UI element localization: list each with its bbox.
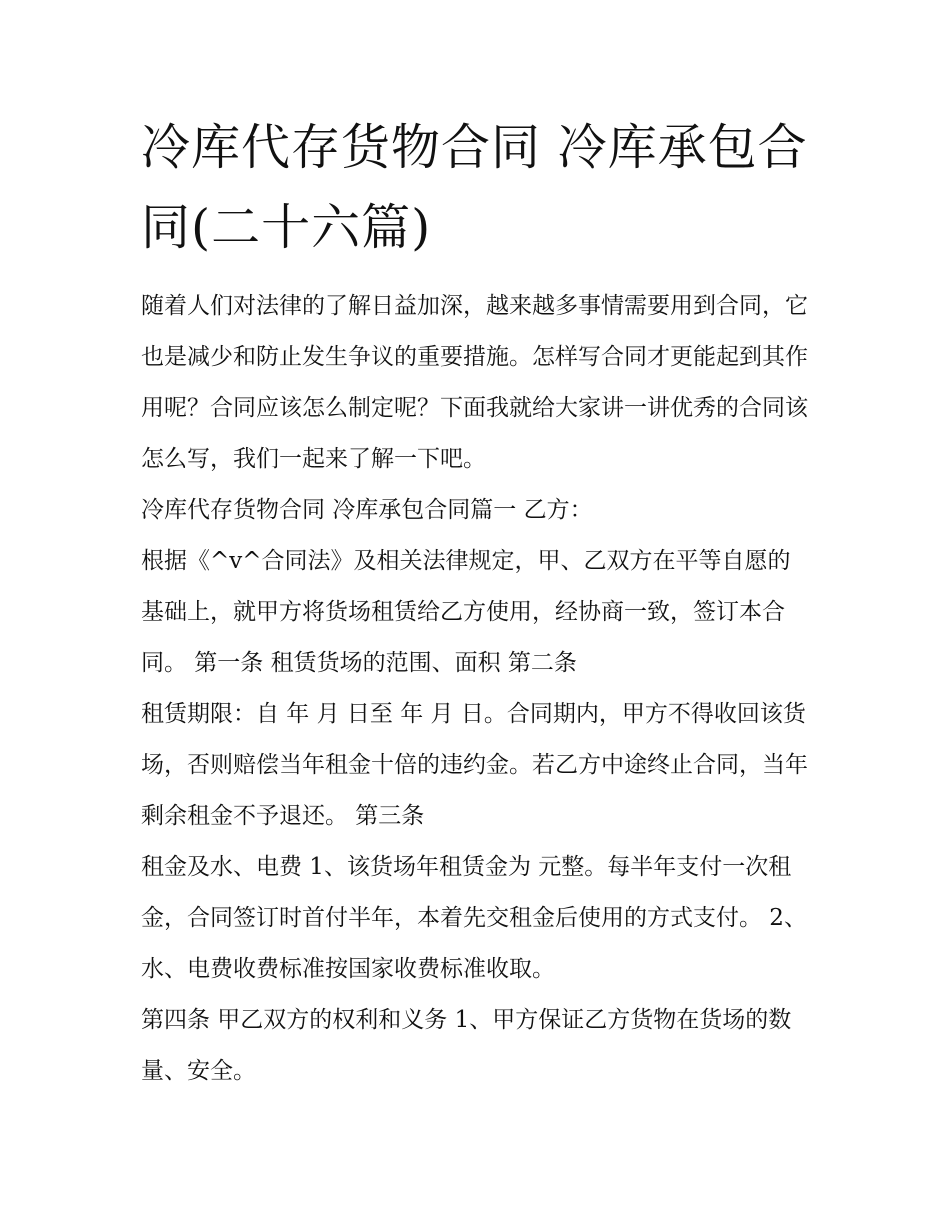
- document-title: 冷库代存货物合同 冷库承包合同(二十六篇): [141, 119, 808, 256]
- intro-paragraph: 随着人们对法律的了解日益加深，越来越多事情需要用到合同，它也是减少和防止发生争议的重要措施。怎样写合同才更能起到其作用呢？合同应该怎么制定呢？下面我就给大家讲一讲优秀的合同该怎么写，我们一起来了解一下吧。: [141, 293, 808, 472]
- contract-preamble-paragraph: 根据《^v^合同法》及相关法律规定，甲、乙双方在平等自愿的基础上，就甲方将货场租赁给乙方使用，经协商一致，签订本合同。 第一条 租赁货场的范围、面积 第二条: [141, 548, 791, 676]
- section-heading-paragraph: 冷库代存货物合同 冷库承包合同篇一 乙方：: [141, 497, 593, 523]
- document-body: [141, 108, 813, 1097]
- rights-obligations-paragraph: 第四条 甲乙双方的权利和义务 1、甲方保证乙方货物在货场的数量、安全。: [141, 1007, 792, 1084]
- rent-fees-paragraph: 租金及水、电费 1、该货场年租赁金为 元整。每半年支付一次租金，合同签订时首付半年，本着先交租金后使用的方式支付。 2、水、电费收费标准按国家收费标准收取。: [141, 854, 807, 982]
- lease-term-paragraph: 租赁期限：自 年 月 日至 年 月 日。合同期内，甲方不得收回该货场，否则赔偿当年租金十倍的违约金。若乙方中途终止合同，当年剩余租金不予退还。 第三条: [141, 701, 808, 829]
- title-spacing: [141, 268, 813, 281]
